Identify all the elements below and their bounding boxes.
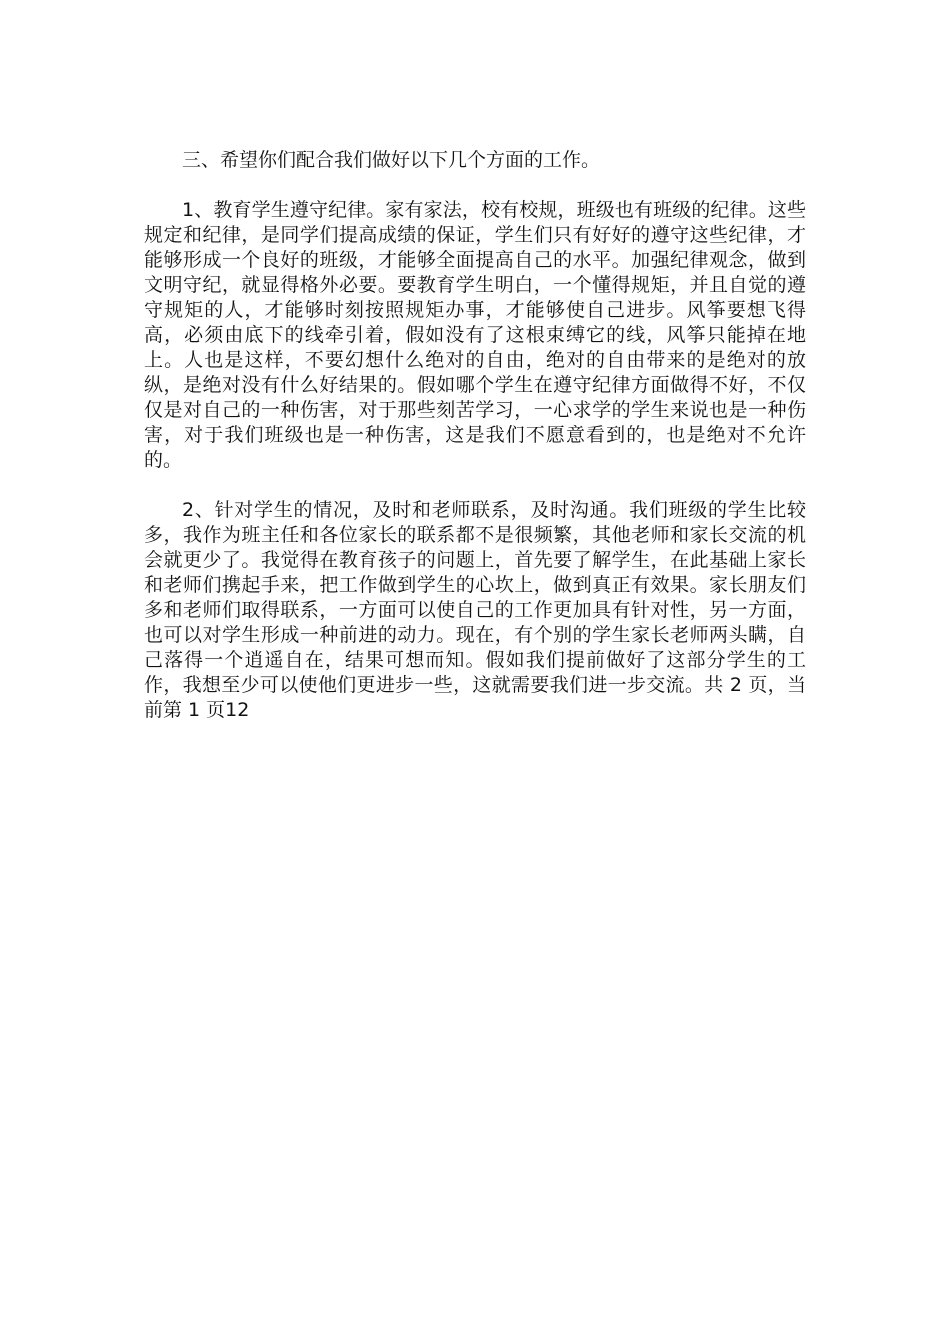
discipline-paragraph: 1、教育学生遵守纪律。家有家法，校有校规，班级也有班级的纪律。这些规定和纪律，是同学们提高成绩的保证，学生们只有好好的遵守这些纪律，才能够形成一个良好的班级，才能够全面提高自己的水平。加强纪律观念，做到文明守纪，就显得格外必要。要教育学生明白，一个懂得规矩，并且自觉的遵守规矩的人，才能够时刻按照规矩办事，才能够使自己进步。风筝要想飞得高，必须由底下的线牵引着，假如没有了这根束缚它的线，风筝只能掉在地上。人也是这样，不要幻想什么绝对的自由，绝对的自由带来的是绝对的放纵，是绝对没有什么好结果的。假如哪个学生在遵守纪律方面做得不好，不仅仅是对自己的一种伤害，对于那些刻苦学习，一心求学的学生来说也是一种伤害，对于我们班级也是一种伤害，这是我们不愿意看到的，也是绝对不允许的。: [144, 199, 806, 471]
section-heading-paragraph: 三、希望你们配合我们做好以下几个方面的工作。: [182, 149, 601, 171]
document-body: [144, 148, 806, 723]
communication-paragraph: 2、针对学生的情况，及时和老师联系，及时沟通。我们班级的学生比较多，我作为班主任和各位家长的联系都不是很频繁，其他老师和家长交流的机会就更少了。我觉得在教育孩子的问题上，首先要了解学生，在此基础上家长和老师们携起手来，把工作做到学生的心坎上，做到真正有效果。家长朋友们多和老师们取得联系，一方面可以使自己的工作更加具有针对性，另一方面，也可以对学生形成一种前进的动力。现在，有个别的学生家长老师两头瞒，自己落得一个逍遥自在，结果可想而知。假如我们提前做好了这部分学生的工作，我想至少可以使他们更进步一些，这就需要我们进一步交流。共 2 页，当前第 1 页12: [144, 499, 806, 721]
